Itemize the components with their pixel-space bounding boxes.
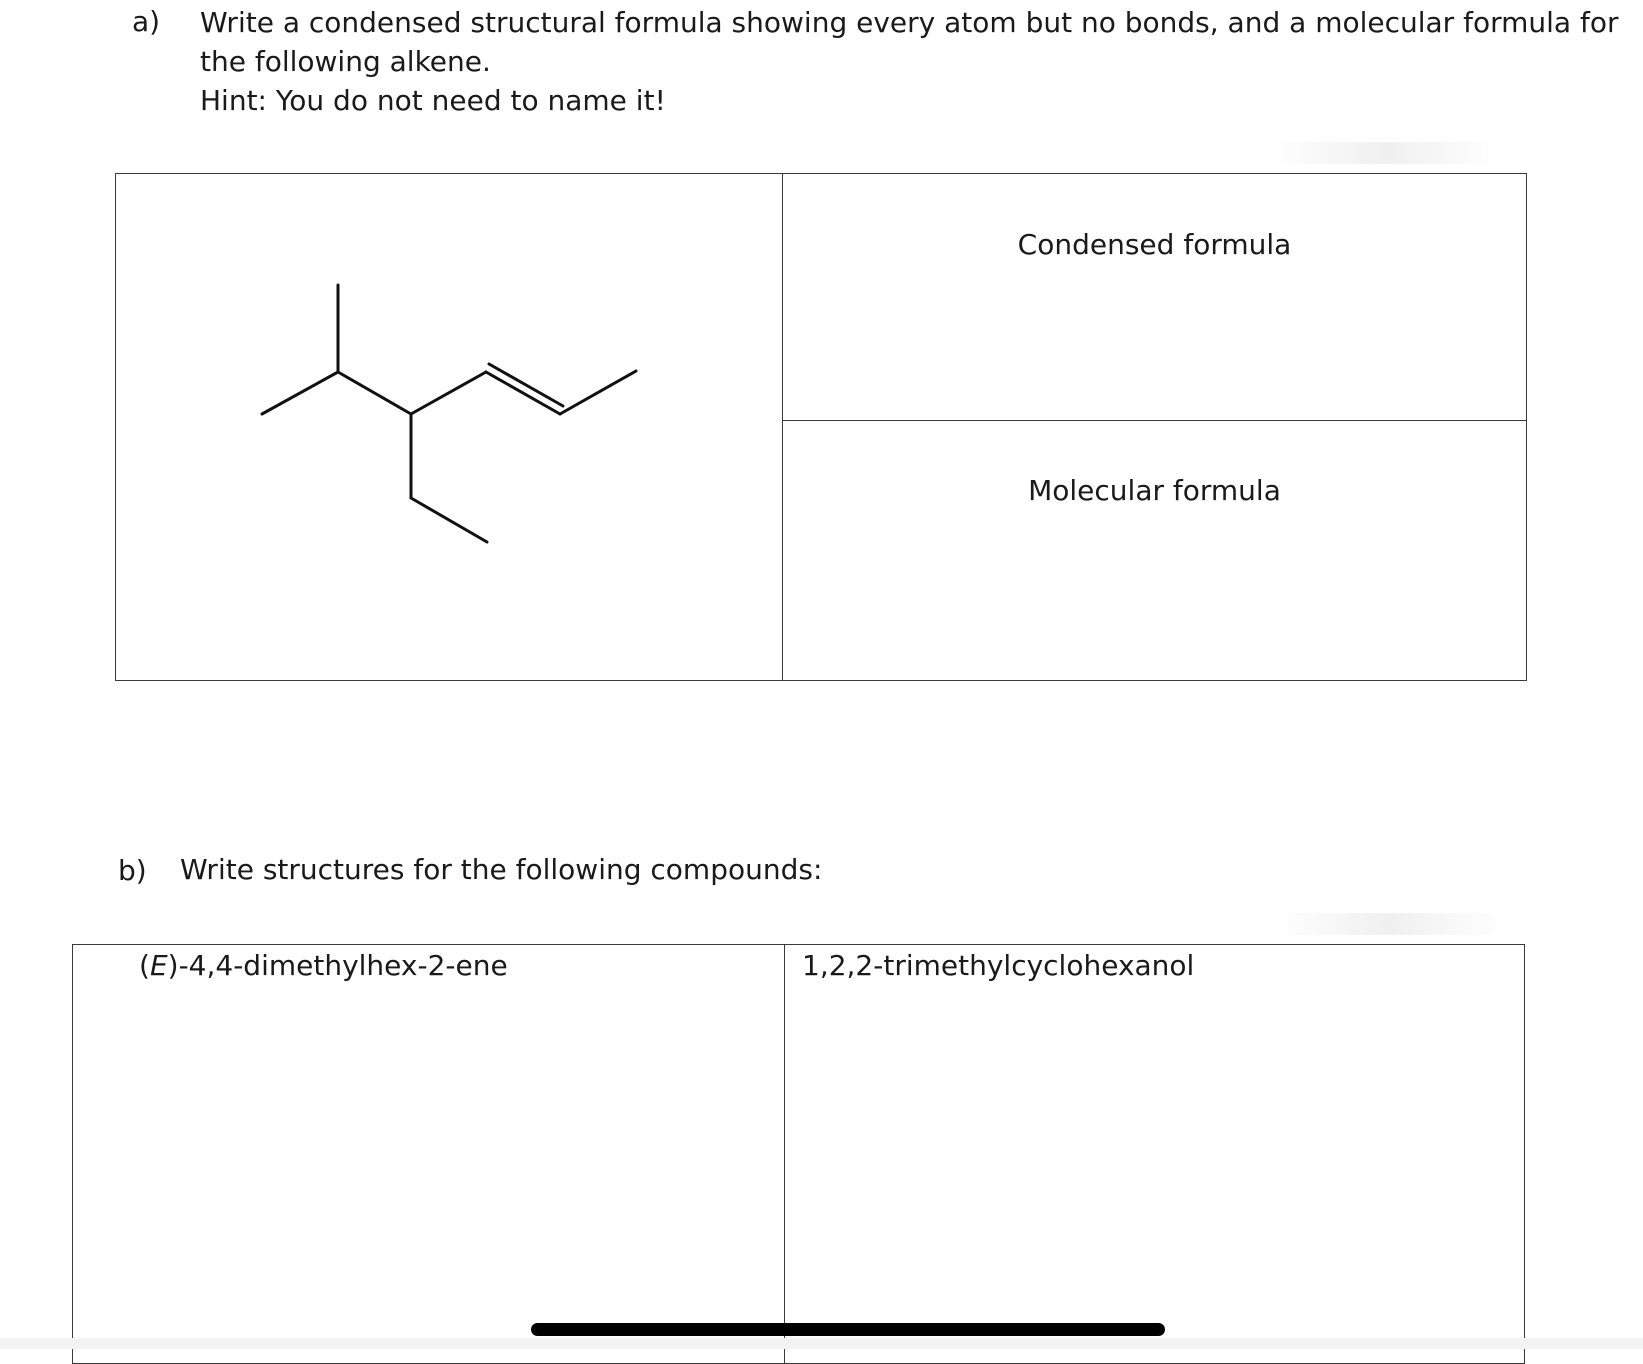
bottom-strip	[0, 1338, 1643, 1349]
bond-methyl-left	[262, 372, 338, 414]
compound-e-name: )-4,4-dimethylhex-2-ene	[167, 949, 508, 982]
question-b-text: Write structures for the following compounds:	[180, 853, 823, 886]
question-a-line1: Write a condensed structural formula showing every atom but no bonds, and a molecular formula for	[200, 6, 1619, 39]
molecular-formula-label: Molecular formula	[1028, 474, 1281, 507]
compound-e-stereo: E	[149, 949, 168, 982]
scan-smudge-2	[1275, 913, 1505, 935]
bond-c-c2	[411, 372, 486, 414]
home-indicator-bar[interactable]	[531, 1323, 1165, 1336]
condensed-formula-cell[interactable]	[782, 173, 1527, 422]
question-a-text	[200, 3, 1618, 120]
double-bond-inner	[489, 364, 563, 406]
alkene-skeletal-structure	[116, 174, 784, 682]
bond-terminal-methyl	[560, 371, 636, 414]
compound-cyclohexanol-label: 1,2,2-trimethylcyclohexanol	[802, 949, 1195, 982]
question-b-letter: b)	[118, 854, 147, 887]
compound-e-label	[139, 949, 508, 982]
bond-ethyl-2	[411, 498, 487, 542]
question-a-letter: a)	[132, 5, 161, 38]
compound-cyclohexanol-cell[interactable]	[784, 944, 1525, 1364]
question-a-line2: the following alkene.	[200, 45, 491, 78]
double-bond-outer	[486, 372, 560, 414]
bond-c-c	[338, 372, 411, 414]
compound-e-cell[interactable]	[72, 944, 786, 1364]
condensed-formula-label: Condensed formula	[1017, 228, 1292, 261]
structure-cell	[115, 173, 783, 681]
question-a-hint: Hint: You do not need to name it!	[200, 84, 666, 117]
compound-e-prefix: (	[139, 949, 150, 982]
molecular-formula-cell[interactable]	[782, 420, 1527, 681]
scan-smudge	[1270, 142, 1500, 164]
